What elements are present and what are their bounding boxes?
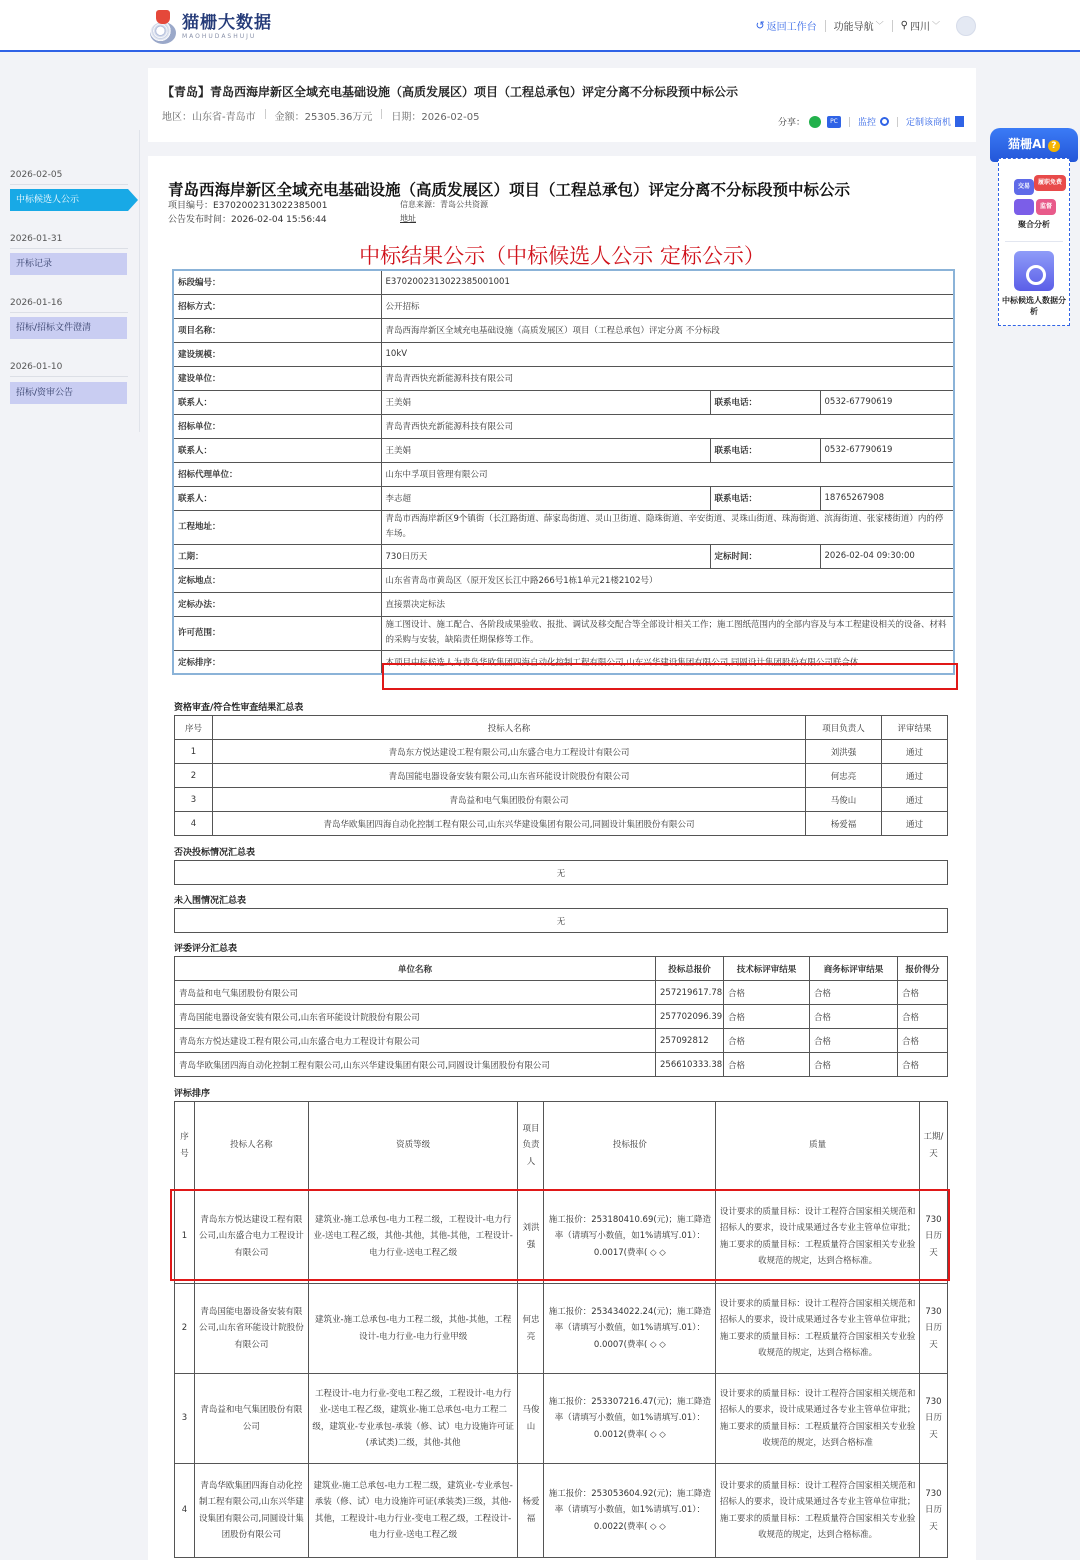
col-header: 商务标评审结果 <box>810 957 898 981</box>
date-meta: 日期：2026-02-05 <box>391 112 480 123</box>
ranking-table <box>174 1101 948 1558</box>
table-cell: 257702096.39 <box>656 1005 724 1029</box>
table-cell: 合格 <box>898 1029 948 1053</box>
notice-content <box>148 156 976 1560</box>
label: 招标代理单位： <box>173 462 381 486</box>
table-cell: 合格 <box>810 1029 898 1053</box>
table-cell: 马俊山 <box>518 1374 544 1464</box>
col-header: 评审结果 <box>882 716 948 740</box>
table-row <box>175 1053 948 1077</box>
veto-table <box>174 860 948 885</box>
wechat-share-icon[interactable] <box>809 116 821 128</box>
table-cell: 设计要求的质量目标：设计工程符合国家相关规范和招标人的要求，设计成果通过各专业主管单位审批；施工要求的质量目标：工程质量符合国家相关专业验收规范的规定，达到合格标准。 <box>716 1284 920 1374</box>
notice-header-title: 【青岛】青岛西海岸新区全域充电基础设施（高质发展区）项目（工程总承包）评定分离不分标段预中标公示 <box>162 85 739 99</box>
tenderer: 青岛青西快充新能源科技有限公司 <box>381 414 954 438</box>
table-cell: 1 <box>175 740 213 764</box>
table-cell: 3 <box>175 788 213 812</box>
back-icon: ↺ <box>755 19 765 32</box>
table-cell: 青岛华欧集团四海自动化控制工程有限公司,山东兴华建设集团有限公司,同圆设计集团股份有限公司 <box>213 812 806 836</box>
section-number: E3702002313022385001001 <box>381 270 954 294</box>
col-header: 序号 <box>175 716 213 740</box>
label: 工期： <box>173 544 381 568</box>
contact: 王美娟 <box>381 438 710 462</box>
function-nav-menu[interactable]: 功能导航 <box>833 22 874 33</box>
col-header: 资质等级 <box>308 1102 518 1190</box>
region-selector[interactable]: 四川 <box>910 22 930 33</box>
label: 标段编号： <box>173 270 381 294</box>
table-cell: 通过 <box>882 764 948 788</box>
logo-text: 猫栅大数据 <box>182 12 272 33</box>
table-row <box>175 1374 948 1464</box>
table-cell: 730日历天 <box>919 1190 947 1284</box>
tender-method: 公开招标 <box>381 294 954 318</box>
label: 定标排序： <box>173 650 381 674</box>
table-cell: 青岛益和电气集团股份有限公司 <box>175 981 656 1005</box>
table-cell: 4 <box>175 1464 195 1558</box>
table-cell: 合格 <box>810 1005 898 1029</box>
timeline-date: 2026-02-05 <box>10 170 63 180</box>
col-header: 技术标评审结果 <box>724 957 810 981</box>
ai-panel-header[interactable] <box>990 128 1078 162</box>
table-row <box>175 788 948 812</box>
builder: 青岛青西快充新能源科技有限公司 <box>381 366 954 390</box>
col-header: 投标总报价 <box>656 957 724 981</box>
ai-title: 猫栅AI <box>1008 137 1046 151</box>
logo[interactable] <box>148 6 272 46</box>
col-header: 序号 <box>175 1102 195 1190</box>
timeline-item-prequal[interactable]: 招标/资审公告 <box>10 382 127 404</box>
notice-header-card <box>148 68 976 142</box>
top-nav <box>0 0 1080 52</box>
table-cell: 合格 <box>724 1053 810 1077</box>
table-cell: 4 <box>175 812 213 836</box>
veto-value: 无 <box>175 861 948 885</box>
table-cell: 工程设计-电力行业-变电工程乙级，工程设计-电力行业-送电工程乙级，建筑业-施工总承包-电力工程二级，建筑业-专业承包-承装（修、试）电力设施许可证(承试类)二级，其他-其他 <box>308 1374 518 1464</box>
table-cell: 马俊山 <box>806 788 882 812</box>
table-cell: 青岛华欧集团四海自动化控制工程有限公司,山东兴华建设集团有限公司,同圆设计集团股份有限公司 <box>175 1053 656 1077</box>
table-cell: 通过 <box>882 740 948 764</box>
decide-place: 山东省青岛市黄岛区（原开发区长江中路266号1栋1单元21楼2102号） <box>381 568 954 592</box>
label: 定标地点： <box>173 568 381 592</box>
table-row <box>175 764 948 788</box>
label: 联系人： <box>173 390 381 414</box>
project-name: 青岛西海岸新区全域充电基础设施（高质发展区）项目（工程总承包）评定分离 不分标段 <box>381 318 954 342</box>
info-source: 信息来源：青岛公共资源 <box>400 200 488 209</box>
col-header: 投标报价 <box>544 1102 716 1190</box>
label: 联系人： <box>173 486 381 510</box>
period: 730日历天 <box>381 544 710 568</box>
label: 招标单位： <box>173 414 381 438</box>
project-number: 项目编号：E3702002313022385001 <box>168 201 328 211</box>
col-header: 投标人名称 <box>194 1102 308 1190</box>
region-meta: 地区：山东省-青岛市 <box>162 112 256 123</box>
table-cell: 施工报价：253307216.47(元)；施工降造率（请填写小数值，如1%请填写.01）：0.0012(费率( ◇ ◇ <box>544 1374 716 1464</box>
notice-timeline <box>0 130 140 432</box>
table-cell: 设计要求的质量目标：设计工程符合国家相关规范和招标人的要求，设计成果通过各专业主管单位审批；施工要求的质量目标：工程质量符合国家相关专业验收规范的规定，达到合格标准 <box>716 1374 920 1464</box>
pc-share-icon[interactable]: PC <box>827 116 841 128</box>
avatar[interactable] <box>956 16 976 36</box>
logo-icon <box>148 8 178 44</box>
amount-meta: 金额：25305.36万元 <box>274 112 373 123</box>
label: 联系电话： <box>710 438 820 462</box>
table-cell: 施工报价：253180410.69(元)；施工降造率（请填写小数值，如1%请填写.01）：0.0017(费率( ◇ ◇ <box>544 1190 716 1284</box>
location-pin-icon: ⚲ <box>900 20 908 31</box>
folder-chart-icon <box>1014 251 1054 291</box>
table-cell: 施工报价：253434022.24(元)；施工降造率（请填写小数值，如1%请填写.01）：0.0007(费率( ◇ ◇ <box>544 1284 716 1374</box>
table-cell: 青岛东方悦达建设工程有限公司,山东盛合电力工程设计有限公司 <box>213 740 806 764</box>
back-to-workbench-link[interactable]: 返回工作台 <box>766 22 817 33</box>
agent: 山东中孚项目管理有限公司 <box>381 462 954 486</box>
contact: 李志超 <box>381 486 710 510</box>
table-cell: 青岛国能电器设备安装有限公司,山东省环能设计院股份有限公司 <box>213 764 806 788</box>
table-cell: 合格 <box>724 981 810 1005</box>
veto-label: 否决投标情况汇总表 <box>174 848 256 858</box>
score-table <box>174 956 948 1077</box>
qualification-table <box>174 715 948 836</box>
table-cell: 建筑业-施工总承包-电力工程二级，建筑业-专业承包-承装（修、试）电力设施许可证(承装类)三级，其他-其他，工程设计-电力行业-变电工程乙级，工程设计-电力行业-送电工程乙级 <box>308 1464 518 1558</box>
candidate-analysis-label: 中标候选人数据分析 <box>1002 296 1066 316</box>
monitor-link[interactable]: 监控 <box>857 118 876 128</box>
phone: 0532-67790619 <box>820 390 954 414</box>
table-cell: 3 <box>175 1374 195 1464</box>
table-row <box>175 981 948 1005</box>
contact: 王美娟 <box>381 390 710 414</box>
score-label: 评委评分汇总表 <box>174 944 238 954</box>
monitor-icon <box>880 117 889 126</box>
project-info-table <box>172 269 955 675</box>
table-cell: 通过 <box>882 788 948 812</box>
table-cell: 何忠亮 <box>518 1284 544 1374</box>
label: 项目名称： <box>173 318 381 342</box>
table-cell: 杨爱福 <box>518 1464 544 1558</box>
table-cell: 建筑业-施工总承包-电力工程二级，工程设计-电力行业-送电工程乙级，其他-其他，其他-其他，工程设计-电力行业-送电工程乙级 <box>308 1190 518 1284</box>
table-cell: 建筑业-施工总承包-电力工程二级，其他-其他，工程设计-电力行业-电力行业甲级 <box>308 1284 518 1374</box>
notice-title: 青岛西海岸新区全域充电基础设施（高质发展区）项目（工程总承包）评定分离不分标段预中标公示 <box>168 181 851 199</box>
col-header: 投标人名称 <box>213 716 806 740</box>
chevron-down-icon: ﹀ <box>875 21 884 30</box>
col-header: 项目负责人 <box>518 1102 544 1190</box>
table-row <box>175 812 948 836</box>
supervise-tile: 监督 <box>1036 199 1056 215</box>
table-cell: 青岛国能电器设备安装有限公司,山东省环能设计院股份有限公司 <box>175 1005 656 1029</box>
table-cell: 通过 <box>882 812 948 836</box>
bookmark-icon <box>955 116 964 127</box>
label: 工程地址： <box>173 510 381 544</box>
decide-method: 直接票决定标法 <box>381 592 954 616</box>
project-site: 青岛市西海岸新区9个镇街（长江路街道、薛家岛街道、灵山卫街道、隐珠街道、辛安街道、灵珠山街道、珠海街道、滨海街道、张家楼街道）内的停车场。 <box>381 510 954 544</box>
table-cell: 256610333.38 <box>656 1053 724 1077</box>
license-scope: 施工图设计、施工配合、各阶段成果验收、报批、调试及移交配合等全部设计相关工作；施工图纸范围内的全部内容及与本工程建设相关的设备、材料的采购与安装，缺陷责任期保修等工作。 <box>381 616 954 650</box>
table-cell: 青岛华欧集团四海自动化控制工程有限公司,山东兴华建设集团有限公司,同圆设计集团股份有限公司 <box>194 1464 308 1558</box>
trade-tile: 交易 <box>1014 179 1034 195</box>
table-row <box>175 1284 948 1374</box>
table-cell: 730日历天 <box>919 1374 947 1464</box>
col-header: 项目负责人 <box>806 716 882 740</box>
ai-panel <box>988 124 1080 326</box>
table-cell: 257092812 <box>656 1029 724 1053</box>
table-cell: 青岛东方悦达建设工程有限公司,山东盛合电力工程设计有限公司 <box>194 1190 308 1284</box>
table-row <box>175 1005 948 1029</box>
ranking-label: 评标排序 <box>174 1089 211 1099</box>
label: 联系电话： <box>710 486 820 510</box>
decide-time: 2026-02-04 09:30:00 <box>820 544 954 568</box>
label: 定标时间： <box>710 544 820 568</box>
table-cell: 合格 <box>724 1029 810 1053</box>
phone: 0532-67790619 <box>820 438 954 462</box>
result-heading: 中标结果公示（中标候选人公示 定标公示） <box>359 244 765 268</box>
table-row <box>175 1029 948 1053</box>
table-cell: 施工报价：253053604.92(元)；施工降造率（请填写小数值，如1%请填写.01）：0.0022(费率( ◇ ◇ <box>544 1464 716 1558</box>
label: 联系人： <box>173 438 381 462</box>
aggregate-analysis-card[interactable] <box>1002 173 1066 233</box>
table-cell: 257219617.78 <box>656 981 724 1005</box>
table-cell: 合格 <box>810 981 898 1005</box>
table-row <box>175 1464 948 1558</box>
chevron-down-icon: ﹀ <box>932 21 940 30</box>
table-cell: 刘洪强 <box>518 1190 544 1284</box>
table-cell: 青岛益和电气集团股份有限公司 <box>194 1374 308 1464</box>
table-cell: 730日历天 <box>919 1464 947 1558</box>
timeline-item-candidate-notice[interactable]: 中标候选人公示 <box>10 189 128 211</box>
aggregate-analysis-label: 聚合分析 <box>1018 220 1050 229</box>
timeline-date: 2026-01-16 <box>10 298 63 308</box>
qualification-label: 资格审查/符合性审查结果汇总表 <box>174 703 304 713</box>
table-cell: 杨爱福 <box>806 812 882 836</box>
label: 建设单位： <box>173 366 381 390</box>
table-cell: 刘洪强 <box>806 740 882 764</box>
table-cell: 设计要求的质量目标：设计工程符合国家相关规范和招标人的要求，设计成果通过各专业主管单位审批；施工要求的质量目标：工程质量符合国家相关专业验收规范的规定，达到合格标准。 <box>716 1464 920 1558</box>
table-cell: 合格 <box>724 1005 810 1029</box>
label: 招标方式： <box>173 294 381 318</box>
source-address-link[interactable]: 地址 <box>400 214 416 223</box>
share-label: 分享： <box>777 118 805 128</box>
col-header: 工期/天 <box>919 1102 947 1190</box>
decide-ranking: 本项目中标候选人为青岛华欧集团四海自动化控制工程有限公司,山东兴华建设集团有限公司,同圆设计集团股份有限公司联合体 <box>381 650 954 674</box>
col-header: 质量 <box>716 1102 920 1190</box>
table-cell: 2 <box>175 764 213 788</box>
timeline-date: 2026-01-10 <box>10 362 63 372</box>
label: 建设规模： <box>173 342 381 366</box>
build-scale: 10kV <box>381 342 954 366</box>
table-row <box>175 740 948 764</box>
timeline-item-clarification[interactable]: 招标/招标文件澄清 <box>10 317 127 339</box>
table-cell: 合格 <box>898 981 948 1005</box>
unqualified-label: 未入围情况汇总表 <box>174 896 247 906</box>
table-row <box>175 1190 948 1284</box>
table-cell: 2 <box>175 1284 195 1374</box>
data-tile <box>1014 199 1034 215</box>
table-cell: 青岛东方悦达建设工程有限公司,山东盛合电力工程设计有限公司 <box>175 1029 656 1053</box>
label: 定标办法： <box>173 592 381 616</box>
help-icon[interactable]: ? <box>1048 140 1060 152</box>
table-cell: 设计要求的质量目标：设计工程符合国家相关规范和招标人的要求，设计成果通过各专业主管单位审批；施工要求的质量目标：工程质量符合国家相关专业验收规范的规定，达到合格标准。 <box>716 1190 920 1284</box>
table-cell: 何忠亮 <box>806 764 882 788</box>
table-cell: 合格 <box>898 1053 948 1077</box>
table-cell: 青岛国能电器设备安装有限公司,山东省环能设计院股份有限公司 <box>194 1284 308 1374</box>
table-cell: 合格 <box>810 1053 898 1077</box>
label: 联系电话： <box>710 390 820 414</box>
table-cell: 1 <box>175 1190 195 1284</box>
table-cell: 730日历天 <box>919 1284 947 1374</box>
col-header: 报价得分 <box>898 957 948 981</box>
table-cell: 合格 <box>898 1005 948 1029</box>
publish-time: 公告发布时间：2026-02-04 15:56:44 <box>168 215 327 225</box>
timeline-item-bid-opening[interactable]: 开标记录 <box>10 253 127 275</box>
phone: 18765267908 <box>820 486 954 510</box>
timeline-date: 2026-01-31 <box>10 234 63 244</box>
custom-opportunity-link[interactable]: 定制该商机 <box>905 118 951 128</box>
free-badge: 履职免费 <box>1034 175 1066 191</box>
unqualified-value: 无 <box>175 909 948 933</box>
unqualified-table <box>174 908 948 933</box>
col-header: 单位名称 <box>175 957 656 981</box>
candidate-analysis-card[interactable] <box>1002 251 1066 317</box>
table-cell: 青岛益和电气集团股份有限公司 <box>213 788 806 812</box>
logo-subtext: MAOHUDASHUJU <box>182 32 257 40</box>
label: 许可范围： <box>173 616 381 650</box>
